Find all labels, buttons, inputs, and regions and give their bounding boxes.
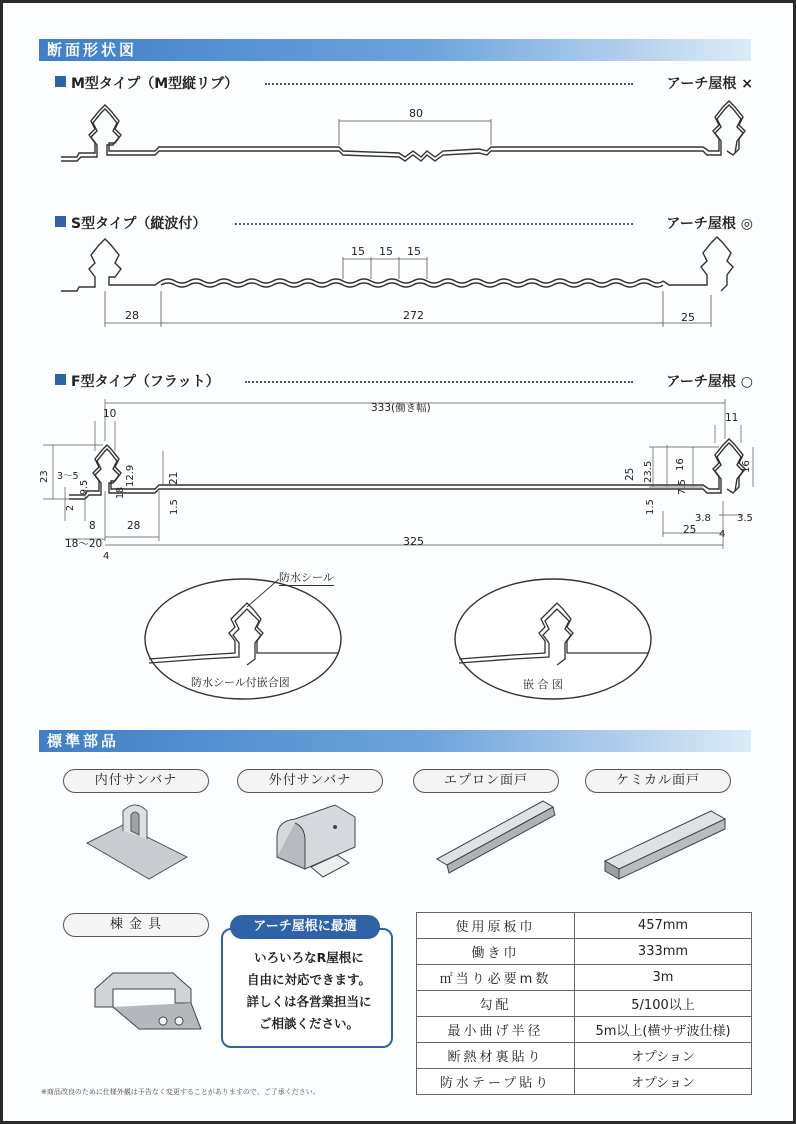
table-row: 勾配 5/100以上 <box>417 991 752 1017</box>
type-heading-s <box>55 213 753 231</box>
bullet-square-icon <box>55 374 66 385</box>
dim-f-16-inner: 16 <box>675 458 686 471</box>
dim-f-10: 10 <box>103 408 117 420</box>
section-header-cross-section: 断面形状図 <box>39 39 751 61</box>
m-type-profile-drawing <box>3 95 796 173</box>
promo-text: いろいろなR屋根に 自由に対応できます。 詳しくは各営業担当に ご相談ください。 <box>246 950 372 1031</box>
type-name: M型タイプ（M型縦リブ） <box>71 76 239 92</box>
dim-f-7-5: 7.5 <box>677 479 688 495</box>
arch-suitability: アーチ屋根 ◎ <box>666 216 753 232</box>
table-row: 最小曲げ半径 5m以上(横サザ波仕様) <box>417 1017 752 1043</box>
arch-suitability: アーチ屋根 × <box>666 76 753 92</box>
dim-f-28: 28 <box>127 520 141 532</box>
dim-s-wave-1: 15 <box>351 245 365 258</box>
dim-f-2: 2 <box>65 504 76 511</box>
dim-s-272: 272 <box>403 309 424 322</box>
dim-s-wave-3: 15 <box>407 245 421 258</box>
ridge-bracket-image <box>83 949 203 1039</box>
type-heading-m <box>55 73 753 91</box>
dim-f-3-8: 3.8 <box>695 513 711 524</box>
section-header-parts: 標準部品 <box>39 730 751 752</box>
table-row: ㎡当り必要m数 3m <box>417 965 752 991</box>
footnote: ※商品改良のために仕様外観は予告なく変更することがありますので、ご了承ください。 <box>41 1088 320 1096</box>
detail-label-fitted: 嵌 合 図 <box>523 678 563 691</box>
dim-f-16-outer: 16 <box>741 460 752 473</box>
detail-label-sealed: 防水シール付嵌合図 <box>191 676 290 689</box>
dim-f-8: 8 <box>89 520 96 532</box>
type-name: F型タイプ（フラット） <box>71 374 220 390</box>
table-row: 働き巾 333mm <box>417 939 752 965</box>
part-label-ridge-bracket: 棟 金 具 <box>63 913 209 937</box>
dim-s-wave-2: 15 <box>379 245 393 258</box>
arch-suitability: アーチ屋根 ○ <box>666 374 753 390</box>
spec-table <box>416 912 752 1095</box>
s-type-profile-drawing <box>3 235 796 335</box>
seal-callout-label: 防水シール <box>279 571 334 584</box>
dim-f-23: 23 <box>39 470 50 483</box>
bullet-square-icon <box>55 76 66 87</box>
dim-f-4-right: 4 <box>719 529 726 540</box>
dim-f-325: 325 <box>403 535 424 548</box>
inner-sunbana-image <box>83 795 193 885</box>
part-label-chemical-closure: ケミカル面戸 <box>585 769 731 793</box>
apron-closure-image <box>433 795 563 875</box>
dim-f-1-5-right: 1.5 <box>645 499 656 515</box>
type-name: S型タイプ（縦波付） <box>71 216 207 232</box>
dim-f-4-left: 4 <box>103 551 110 561</box>
dim-f-25-bottom: 25 <box>683 524 697 536</box>
dim-f-9-5: 9.5 <box>79 479 90 495</box>
part-label-apron-closure: エプロン面戸 <box>413 769 559 793</box>
leader-dots <box>265 83 633 85</box>
f-type-profile-drawing <box>3 391 796 561</box>
dim-f-3-5: 3.5 <box>737 513 753 524</box>
part-label-outer-sunbana: 外付サンバナ <box>237 769 383 793</box>
dim-f-18: 18 <box>115 486 126 499</box>
part-label-inner-sunbana: 内付サンバナ <box>63 769 209 793</box>
leader-dots <box>245 381 633 383</box>
dim-s-25: 25 <box>681 311 695 324</box>
dim-f-work-width: 333(働き幅) <box>371 402 431 414</box>
table-row: 防水テープ貼り オプション <box>417 1069 752 1095</box>
dim-f-3-5: 3〜5 <box>57 471 79 482</box>
table-row: 断熱材裏貼り オプション <box>417 1043 752 1069</box>
dim-f-1-5-left: 1.5 <box>169 499 180 515</box>
dim-f-21: 21 <box>168 471 180 485</box>
bullet-square-icon <box>55 216 66 227</box>
outer-sunbana-image <box>265 797 375 887</box>
dim-f-18-20: 18〜20 <box>65 538 103 550</box>
dim-f-11: 11 <box>725 412 739 424</box>
dim-s-28: 28 <box>125 309 139 322</box>
table-row: 使用原板巾 457mm <box>417 913 752 939</box>
chemical-closure-image <box>601 803 731 883</box>
dim-f-23-5: 23.5 <box>643 460 654 483</box>
dim-f-12-9: 12.9 <box>125 464 136 487</box>
promo-title: アーチ屋根に最適 <box>230 915 380 939</box>
leader-dots <box>235 223 633 225</box>
dim-m-rib: 80 <box>409 107 423 120</box>
dim-f-25-right: 25 <box>624 467 636 481</box>
type-heading-f <box>55 371 753 389</box>
